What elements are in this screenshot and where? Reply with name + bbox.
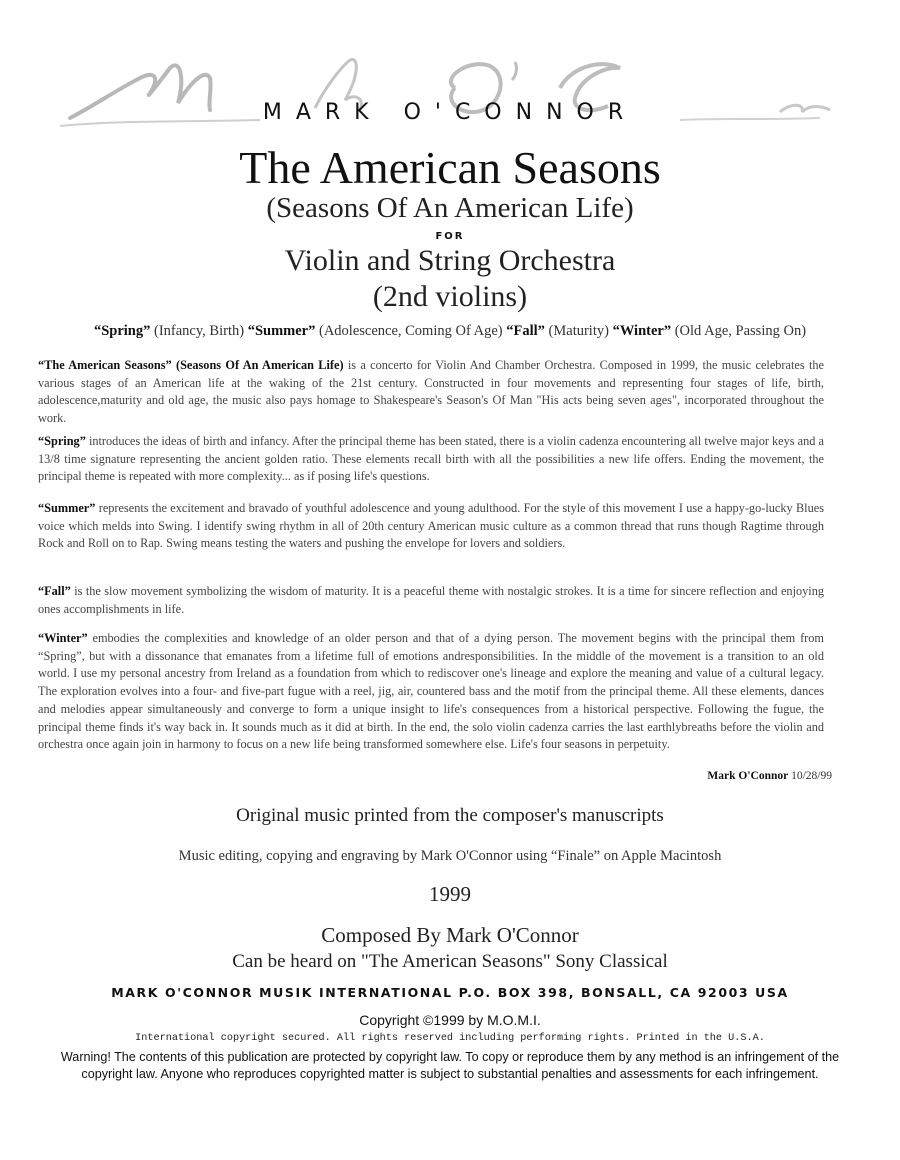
movement-desc: (Adolescence, Coming Of Age)	[315, 323, 507, 339]
paragraph-spring	[38, 433, 824, 486]
paragraph-summer	[38, 500, 824, 553]
paragraph-text: embodies the complexities and knowledge of an older person and that of a dying person. The movement begins with the principal them from “Spring”, but with a dissonance that emanates from a lifetime full of emotions andresponsibilities. In the middle of the movement is a transition to an old world. I use my personal ancestry from Ireland as a foundation from which to rediscover one's lineage and explore the meaning and value of a cultural legacy. The exploration evolves into a four- and five-part fugue with a reel, jig, air, countered bass and the motif from the principal theme. All these elements, dances and melodies appear simultaneously and converge to form a unique insight to life's consequences from a historical perspective. Following the fugue, the principal theme finds it's way back in. It sounds much as it did at birth. In the end, the solo violin cadenza carries the last earthlybreaths before the violin and orchestra once again join in harmony to focus on a new life being transformed somewhere else. Life's four seasons in perpetuity.	[38, 631, 824, 752]
editing-credit: Music editing, copying and engraving by Mark O'Connor using “Finale” on Apple Macintosh	[178, 848, 722, 864]
composer-brand-header: MARK O'CONNOR	[262, 100, 638, 125]
movement-desc: (Infancy, Birth)	[150, 323, 248, 339]
publisher-address: MARK O'CONNOR MUSIK INTERNATIONAL P.O. BOX 398, BONSALL, CA 92003 USA	[111, 985, 789, 1000]
paragraph-intro	[38, 357, 824, 428]
paragraph-lead: “Fall”	[38, 584, 71, 598]
copyright-warning: Warning! The contents of this publication are protected by copyright law. To copy or reproduce them by any method is an infringement of the copyright law. Anyone who reproduces copyrighted matter is subject to substantial penalties and assessments for each infringement.	[60, 1050, 840, 1081]
page-subtitle: (Seasons Of An American Life)	[266, 192, 634, 224]
page-title: The American Seasons	[239, 142, 661, 193]
composed-by: Composed By Mark O'Connor	[321, 923, 579, 947]
recording-note: Can be heard on "The American Seasons" Sony Classical	[232, 951, 668, 972]
author-signature-line	[707, 770, 832, 782]
paragraph-lead: “The American Seasons” (Seasons Of An American Life)	[38, 358, 344, 372]
part-name: (2nd violins)	[372, 280, 528, 313]
paragraph-text: represents the excitement and bravado of youthful adolescence and young adulthood. For the style of this movement I use a happy-go-lucky Blues voice which melds into Swing. I identify swing rhythm in all of 20th century American music culture as a common thread that runs though Ragtime through Rock and Roll on to Rap. Swing means testing the waters and pushing the envelope for lovers and soldiers.	[38, 501, 824, 551]
paragraph-winter	[38, 630, 824, 754]
copyright-notice: Copyright ©1999 by M.O.M.I.	[359, 1012, 541, 1028]
movement-name: “Fall”	[506, 323, 545, 339]
rights-notice: International copyright secured. All rights reserved including performing rights. Printed in the U.S.A.	[135, 1033, 765, 1044]
original-music-note: Original music printed from the composer's manuscripts	[236, 805, 664, 826]
instrumentation: Violin and String Orchestra	[284, 244, 616, 277]
movement-desc: (Maturity)	[544, 323, 613, 339]
paragraph-text: is the slow movement symbolizing the wisdom of maturity. It is a peaceful theme with nostalgic strokes. It is a time for sincere reflection and enjoying ones accomplishments in life.	[38, 584, 824, 616]
author-name: Mark O'Connor	[707, 770, 789, 782]
author-date: 10/28/99	[788, 770, 832, 782]
movement-desc: (Old Age, Passing On)	[671, 323, 807, 339]
paragraph-text: introduces the ideas of birth and infancy. After the principal theme has been stated, there is a violin cadenza encountering all twelve major keys and a 13/8 time signature representing the ancient golden ratio. These elements recall birth with all the possibilities a new life offers. Ending the movement, the principal theme is repeated with more complexity... as if posing life's questions.	[38, 434, 824, 484]
paragraph-lead: “Winter”	[38, 631, 88, 645]
movement-name: “Summer”	[247, 323, 316, 339]
paragraph-text: is a concerto for Violin And Chamber Orchestra. Composed in 1999, the music celebrates the various stages of an American life at the waking of the 21st century. Constructed in four movements and representing four stages of life, birth, adolescence,maturity and old age, the music also pays homage to Shakespeare's Season's Of Man "His acts being seven ages", incorporated throughout the work.	[38, 358, 824, 426]
movement-name: “Spring”	[93, 323, 151, 339]
paragraph-lead: “Summer”	[38, 501, 96, 515]
year: 1999	[429, 882, 471, 906]
movements-line	[0, 323, 900, 340]
paragraph-lead: “Spring”	[38, 434, 86, 448]
movement-name: “Winter”	[612, 323, 672, 339]
paragraph-fall	[38, 583, 824, 618]
for-label: FOR	[435, 231, 465, 242]
